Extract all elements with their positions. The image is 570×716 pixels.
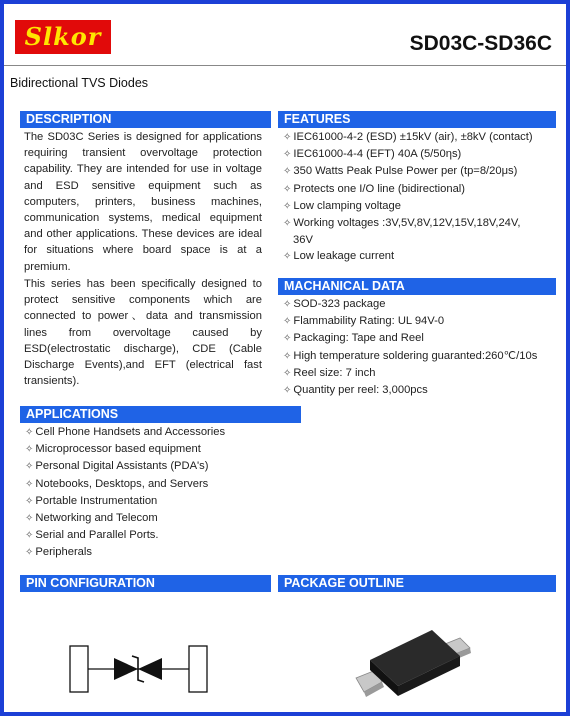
list-item: ✧ Flammability Rating: UL 94V-0	[283, 315, 445, 328]
bullet-icon: ✧	[283, 299, 292, 310]
part-number-range: SD03C-SD36C	[409, 32, 552, 55]
bullet-icon: ✧	[283, 200, 292, 212]
bullet-icon: ✧	[283, 350, 292, 362]
bullet-icon: ✧	[25, 530, 34, 542]
description-paragraph-2: This series has been specifically designed to protect sensitive components which are connected to power、data and transmission lines from overvoltage caused by ESD(electrostatic discharge), CDE (Cable Discharge Events),and EFT (electrical fast transients).	[24, 278, 262, 388]
list-item: ✧ Peripherals	[25, 546, 92, 559]
applications-heading: APPLICATIONS	[20, 406, 301, 423]
list-item: ✧ Notebooks, Desktops, and Servers	[25, 477, 209, 490]
bullet-icon: ✧	[25, 495, 34, 507]
list-item: ✧ Portable Instrumentation	[25, 494, 158, 507]
bullet-icon: ✧	[283, 218, 292, 230]
bullet-icon: ✧	[283, 385, 292, 397]
list-item-continuation: 36V	[293, 234, 313, 247]
bullet-icon: ✧	[25, 478, 34, 490]
description-paragraph-1: The SD03C Series is designed for applications requiring transient overvoltage protection capability. They are intended for use in voltage and ESD sensitive equipment such as computers, printers, business machines, communication systems, medical equipment and other applications. These devices are ideal for situations where board space is at a premium.	[24, 131, 262, 273]
bullet-icon: ✧	[25, 444, 34, 456]
list-item: ✧ IEC61000-4-2 (ESD) ±15kV (air), ±8kV (contact)	[283, 131, 533, 143]
pin-configuration-heading: PIN CONFIGURATION	[20, 575, 271, 592]
bullet-icon: ✧	[25, 547, 34, 559]
list-item: ✧ 350 Watts Peak Pulse Power per (tp=8/20μs)	[283, 165, 518, 178]
features-heading: FEATURES	[278, 111, 556, 128]
list-item: ✧ Cell Phone Handsets and Accessories	[25, 426, 226, 438]
list-item: ✧ Networking and Telecom	[25, 512, 158, 525]
sod323-package-image	[342, 612, 482, 712]
bullet-icon: ✧	[25, 427, 34, 438]
list-item: ✧ Quantity per reel: 3,000pcs	[283, 384, 428, 397]
list-item: ✧ SOD-323 package	[283, 298, 386, 310]
bullet-icon: ✧	[283, 166, 292, 178]
bullet-icon: ✧	[283, 132, 292, 143]
mechanical-data-list	[283, 296, 537, 399]
header-divider	[4, 65, 566, 66]
list-item: ✧ Serial and Parallel Ports.	[25, 529, 159, 542]
list-item: ✧ Packaging: Tape and Reel	[283, 332, 424, 345]
list-item: ✧ Low leakage current	[283, 250, 395, 263]
bullet-icon: ✧	[25, 461, 34, 473]
applications-list	[25, 424, 225, 562]
bidirectional-tvs-symbol	[62, 636, 214, 702]
document-subtitle: Bidirectional TVS Diodes	[10, 76, 149, 90]
list-item: ✧ Microprocessor based equipment	[25, 443, 201, 456]
bullet-icon: ✧	[283, 183, 292, 195]
brand-logo: Slkor	[15, 20, 111, 54]
features-list	[283, 129, 533, 266]
bullet-icon: ✧	[283, 149, 292, 161]
description-heading: DESCRIPTION	[20, 111, 271, 128]
list-item: ✧ Protects one I/O line (bidirectional)	[283, 182, 466, 195]
mechanical-data-heading: MACHANICAL DATA	[278, 278, 556, 295]
header	[4, 4, 566, 78]
list-item: ✧ Working voltages :3V,5V,8V,12V,15V,18V,24V,	[283, 217, 521, 230]
list-item: ✧ Low clamping voltage	[283, 199, 401, 212]
bullet-icon: ✧	[283, 367, 292, 379]
list-item: ✧ Personal Digital Assistants (PDA's)	[25, 460, 209, 473]
bullet-icon: ✧	[283, 251, 292, 263]
list-item: ✧ Reel size: 7 inch	[283, 366, 376, 379]
bullet-icon: ✧	[283, 333, 292, 345]
list-item: ✧ High temperature soldering guaranted:260℃/10s	[283, 349, 538, 362]
list-item: ✧ IEC61000-4-4 (EFT) 40A (5/50ηs)	[283, 148, 462, 161]
bullet-icon: ✧	[25, 513, 34, 525]
package-outline-heading: PACKAGE OUTLINE	[278, 575, 556, 592]
bullet-icon: ✧	[283, 316, 292, 328]
